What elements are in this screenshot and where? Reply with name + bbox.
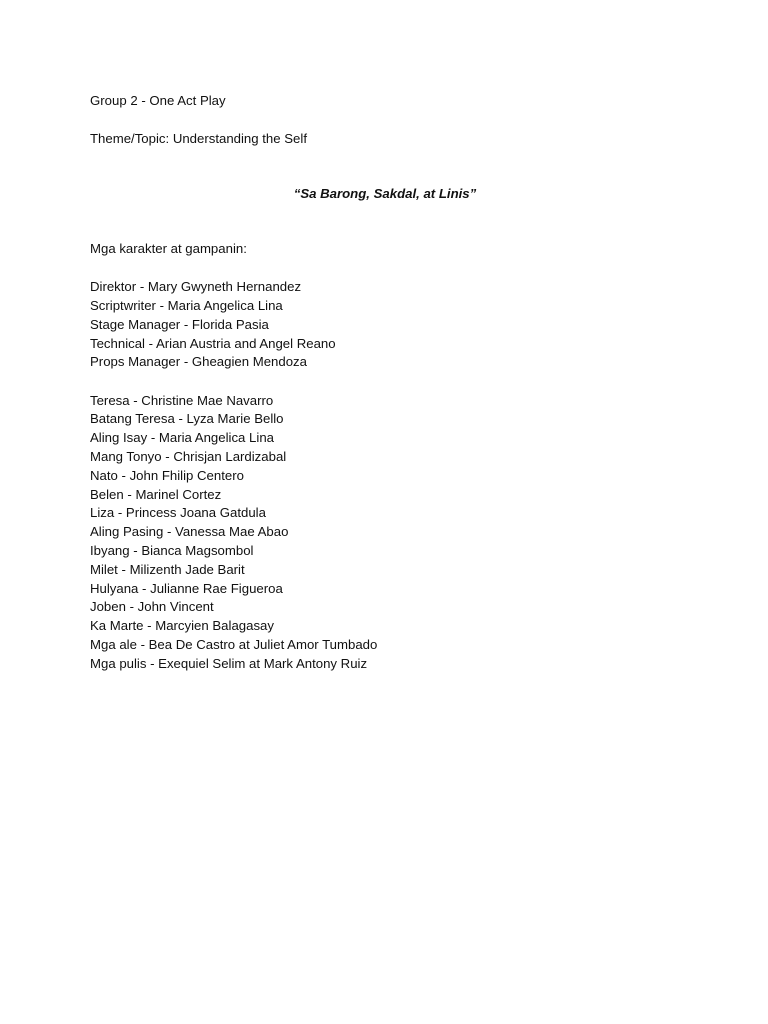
crew-item: Props Manager - Gheagien Mendoza xyxy=(90,354,307,370)
spacer xyxy=(90,259,690,279)
crew-item: Technical - Arian Austria and Angel Reano xyxy=(90,335,336,351)
cast-item: Mga pulis - Exequiel Selim at Mark Antony Ruiz xyxy=(90,655,368,671)
cast-item: Aling Isay - Maria Angelica Lina xyxy=(90,430,274,446)
play-title-row xyxy=(90,185,680,204)
spacer xyxy=(90,111,690,131)
cast-item: Nato - John Fhilip Centero xyxy=(90,467,244,483)
group-heading: Group 2 - One Act Play xyxy=(90,93,226,108)
spacer xyxy=(90,149,690,185)
cast-item: Hulyana - Julianne Rae Figueroa xyxy=(90,580,283,596)
cast-item: Batang Teresa - Lyza Marie Bello xyxy=(90,411,284,427)
play-title: “Sa Barong, Sakdal, at Linis” xyxy=(293,186,477,202)
crew-item: Scriptwriter - Maria Angelica Lina xyxy=(90,297,283,313)
cast-item: Teresa - Christine Mae Navarro xyxy=(90,392,274,408)
document-content xyxy=(90,92,690,674)
cast-item: Belen - Marinel Cortez xyxy=(90,486,222,502)
characters-heading: Mga karakter at gampanin: xyxy=(90,240,247,256)
theme-topic: Theme/Topic: Understanding the Self xyxy=(90,131,307,147)
cast-item: Milet - Milizenth Jade Barit xyxy=(90,561,245,577)
crew-list xyxy=(90,278,690,372)
cast-item: Ibyang - Bianca Magsombol xyxy=(90,543,254,559)
crew-item: Stage Manager - Florida Pasia xyxy=(90,316,269,332)
spacer xyxy=(90,372,690,392)
cast-list xyxy=(90,392,690,674)
spacer xyxy=(90,204,690,240)
cast-item: Ka Marte - Marcyien Balagasay xyxy=(90,618,274,634)
crew-item: Direktor - Mary Gwyneth Hernandez xyxy=(90,279,302,295)
cast-item: Aling Pasing - Vanessa Mae Abao xyxy=(90,524,289,540)
cast-item: Liza - Princess Joana Gatdula xyxy=(90,505,266,521)
cast-item: Mang Tonyo - Chrisjan Lardizabal xyxy=(90,449,287,465)
cast-item: Joben - John Vincent xyxy=(90,599,214,615)
cast-item: Mga ale - Bea De Castro at Juliet Amor Tumbado xyxy=(90,637,378,653)
